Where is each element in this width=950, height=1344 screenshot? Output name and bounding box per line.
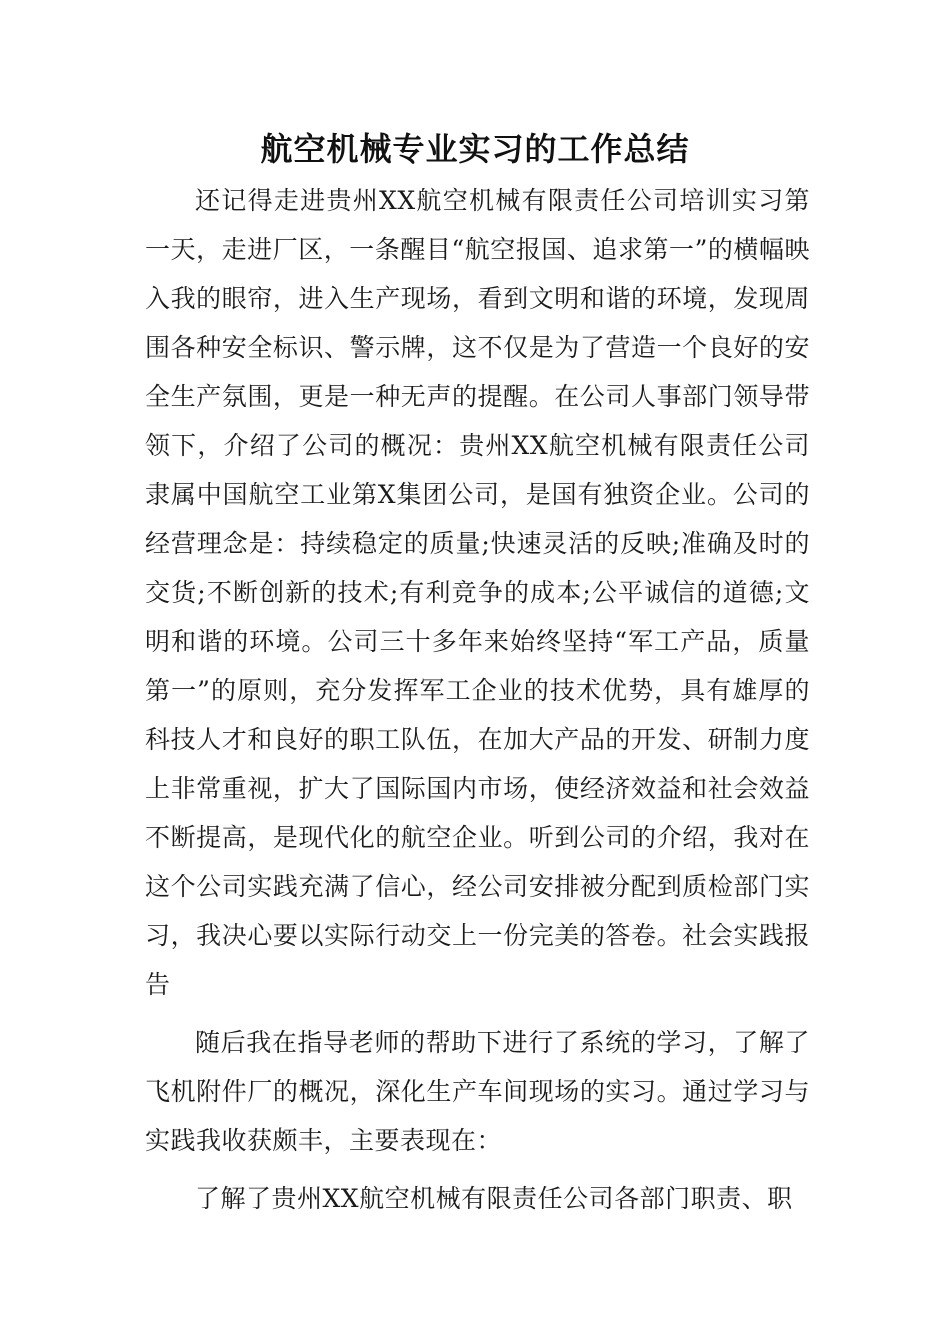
document-title: 航空机械专业实习的工作总结	[260, 130, 690, 168]
document-body	[145, 176, 810, 1223]
paragraph: 了解了贵州XX航空机械有限责任公司各部门职责、职	[195, 1184, 793, 1213]
paragraph: 随后我在指导老师的帮助下进行了系统的学习，了解了飞机附件厂的概况，深化生产车间现场的实习。通过学习与实践我收获颇丰，主要表现在：	[145, 1028, 810, 1155]
paragraph: 还记得走进贵州XX航空机械有限责任公司培训实习第一天，走进厂区，一条醒目“航空报国、追求第一”的横幅映入我的眼帘，进入生产现场，看到文明和谐的环境，发现周围各种安全标识、警示牌，这不仅是为了营造一个良好的安全生产氛围，更是一种无声的提醒。在公司人事部门领导带领下，介绍了公司的概况：贵州XX航空机械有限责任公司隶属中国航空工业第X集团公司，是国有独资企业。公司的经营理念是：持续稳定的质量;快速灵活的反映;准确及时的交货;不断创新的技术;有利竞争的成本;公平诚信的道德;文明和谐的环境。公司三十多年来始终坚持“军工产品，质量第一”的原则，充分发挥军工企业的技术优势，具有雄厚的科技人才和良好的职工队伍，在加大产品的开发、研制力度上非常重视，扩大了国际国内市场，使经济效益和社会效益不断提高，是现代化的航空企业。听到公司的介绍，我对在这个公司实践充满了信心，经公司安排被分配到质检部门实习，我决心要以实际行动交上一份完美的答卷。社会实践报告	[145, 186, 810, 999]
